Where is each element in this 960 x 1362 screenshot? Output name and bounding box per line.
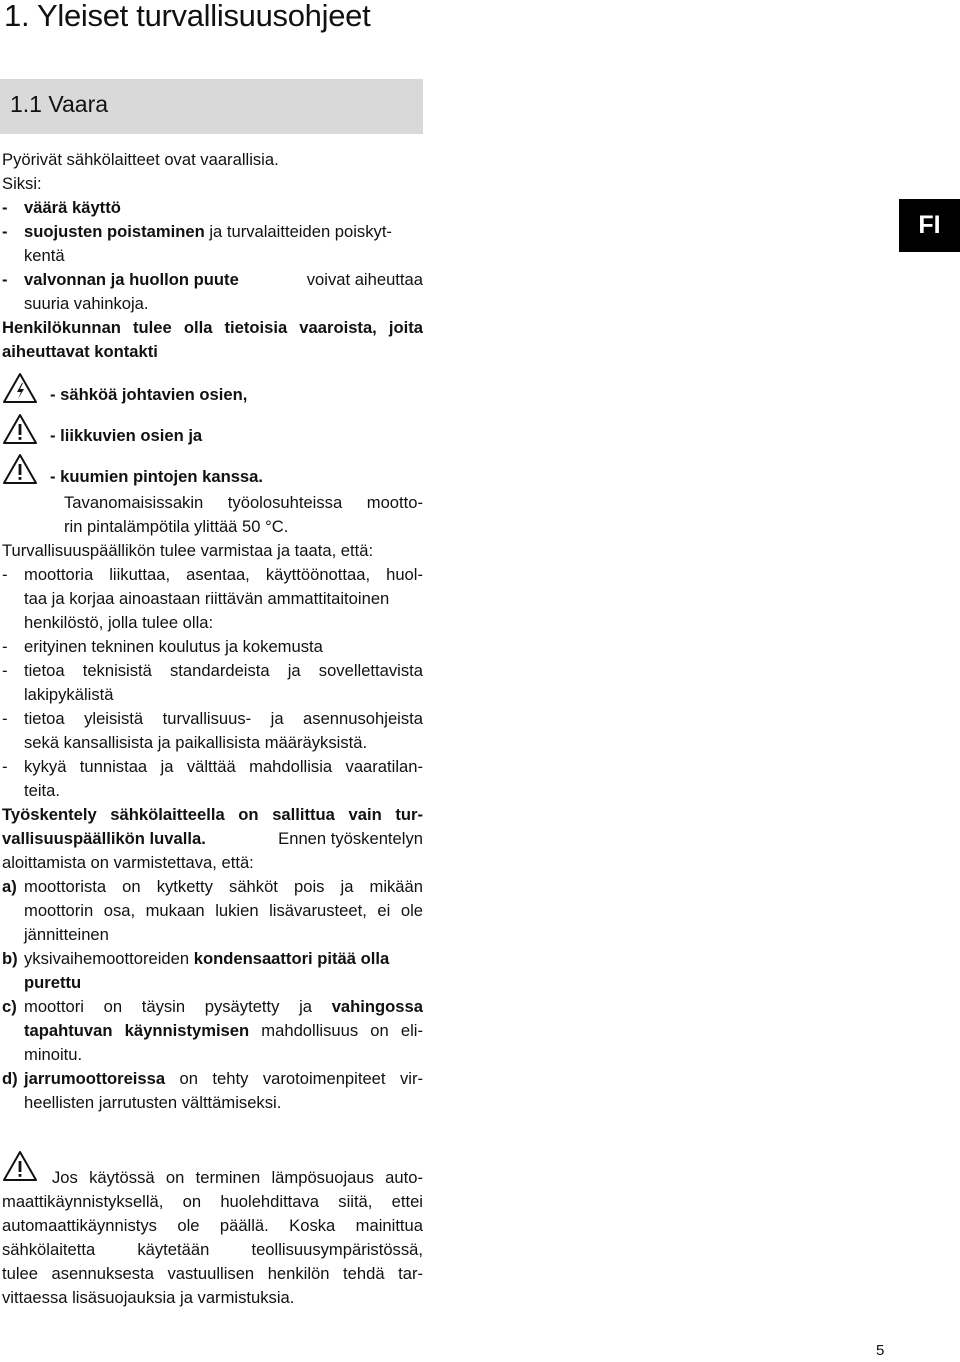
manager-item: - tietoa teknisistä standardeista ja sovellettavista [2,661,423,680]
manager-item: - tietoa yleisistä turvallisuus- ja asennusohjeista [2,709,423,728]
temperature-note [64,491,423,539]
thermal-line: maattikäynnistyksellä, on huolehdittava siitä, ettei [2,1192,423,1211]
check-item-cont: purettu [24,973,82,992]
authorization-block [2,803,423,1115]
check-item-d: d) jarrumoottoreissa on tehty varotoimenpiteet vir- [2,1069,423,1088]
personnel-line: aiheuttavat kontakti [2,342,158,361]
warning-icon [2,413,38,445]
authorization-line: aloittamista on varmistettava, että: [2,853,254,872]
manager-item: - kykyä tunnistaa ja välttää mahdollisia vaaratilan- [2,757,423,776]
manager-line: Turvallisuuspäällikön tulee varmistaa ja taata, että: [2,541,374,560]
manager-item-cont: henkilöstö, jolla tulee olla: [24,613,214,632]
electric-hazard-icon [2,372,38,404]
authorization-line: vallisuuspäällikön luvalla. Ennen työskentelyn [2,829,423,848]
manager-item-cont: sekä kansallisista ja paikallisista määräyksistä. [24,733,368,752]
manager-item: - erityinen tekninen koulutus ja kokemusta [2,637,323,656]
check-item-cont: heellisten jarrutusten välttämiseksi. [24,1093,282,1112]
thermal-line: vittaessa lisäsuojauksia ja varmistuksia. [2,1288,295,1307]
thermal-line: automaattikäynnistys ole päällä. Koska mainittua [2,1216,423,1235]
hazard-electric: - sähköä johtavien osien, [50,385,248,404]
risk-item: - suojusten poistaminen ja turvalaitteiden poiskyt- [2,222,392,241]
page-number: 5 [876,1342,885,1359]
authorization-line: Työskentely sähkölaitteella on sallittua vain tur- [2,805,423,824]
manager-item-cont: teita. [24,781,60,800]
risk-item: - valvonnan ja huollon puute voivat aiheuttaa [2,270,423,289]
page-title: 1. Yleiset turvallisuusohjeet [4,0,371,33]
thermal-line: sähkölaitetta käytetään teollisuusympäristössä, [2,1240,423,1259]
safety-manager-block [2,539,423,803]
section-title: 1.1 Vaara [10,91,109,117]
intro-block [2,148,423,364]
temperature-line: Tavanomaisissakin työolosuhteissa mootto- [64,493,423,512]
check-item-a: a) moottorista on kytketty sähköt pois ja mikään [2,877,423,896]
check-item-cont: tapahtuvan käynnistymisen mahdollisuus on eli- [24,1021,423,1040]
thermal-line: Jos käytössä on terminen lämpösuojaus auto- [52,1168,423,1187]
temperature-line: rin pintalämpötila ylittää 50 °C. [64,517,289,536]
risk-item: - väärä käyttö [2,198,121,217]
hazard-hot-surfaces: - kuumien pintojen kanssa. [50,467,263,486]
manager-item-cont: taa ja korjaa ainoastaan riittävän ammattitaitoinen [24,589,390,608]
risk-item-cont: kentä [24,246,65,265]
thermal-note [2,1166,423,1310]
manager-item-cont: lakipykälistä [24,685,114,704]
warning-icon [2,453,38,485]
personnel-line: Henkilökunnan tulee olla tietoisia vaaroista, joita [2,318,423,337]
check-item-cont: minoitu. [24,1045,83,1064]
check-item-c: c) moottori on täysin pysäytetty ja vahingossa [2,997,423,1016]
thermal-line: tulee asennuksesta vastuullisen henkilön tehdä tar- [2,1264,423,1283]
language-tab-fi: FI [899,199,960,252]
intro-line: Pyörivät sähkölaitteet ovat vaarallisia. [2,150,279,169]
check-item-b: b) yksivaihemoottoreiden kondensaattori pitää olla [2,949,390,968]
intro-line: Siksi: [2,174,42,193]
manager-item: - moottoria liikuttaa, asentaa, käyttöönottaa, huol- [2,565,423,584]
check-item-cont: jännitteinen [24,925,109,944]
hazard-moving-parts: - liikkuvien osien ja [50,426,203,445]
risk-item-cont: suuria vahinkoja. [24,294,149,313]
check-item-cont: moottorin osa, mukaan lukien lisävarusteet, ei ole [24,901,423,920]
